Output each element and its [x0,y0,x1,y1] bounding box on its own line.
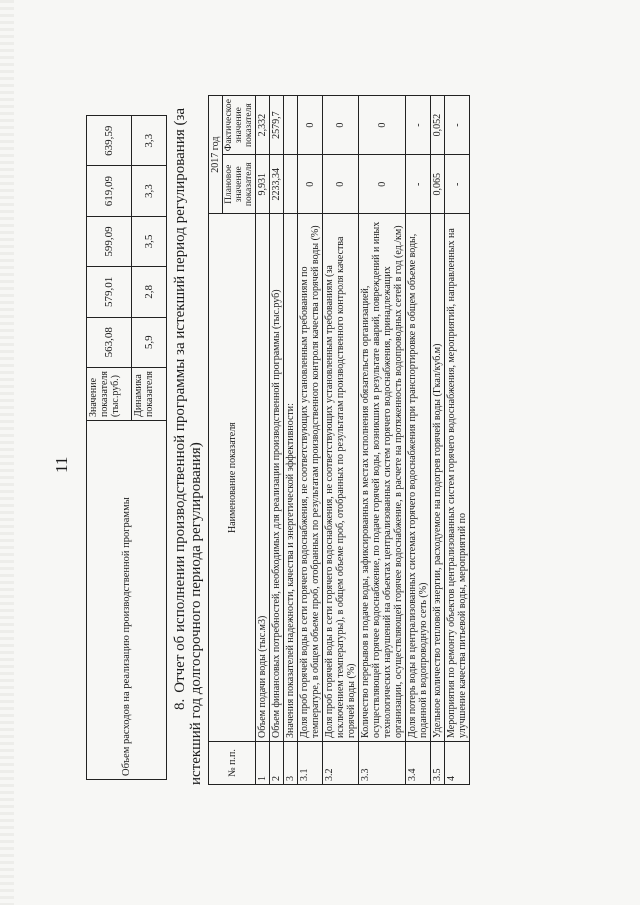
section-heading [172,95,204,785]
report-table [208,95,470,785]
row-fact: 0 [298,96,323,155]
row-plan: 0 [359,155,406,214]
section-number: 8. [172,698,188,710]
row-num: 3.4 [406,741,431,784]
section-title: Отчет об исполнении производственной программы за истекший период регулирования (за истекший год долгосрочного периода регулирования) [172,107,204,785]
table-row [284,96,298,785]
table-row [270,96,284,785]
expense-value: 563,08 [87,317,132,367]
expense-label: Объем расходов на реализацию производственной программы [87,421,167,780]
table-row [323,96,359,785]
row-name: Объем подачи воды (тыс.м3) [256,214,270,742]
row-fact: 0 [323,96,359,155]
row-plan: - [445,155,470,214]
table-row [298,96,323,785]
row-name: Мероприятия по ремонту объектов централизованных систем горячего водоснабжения, мероприятий, направленных на улучшение качества питьевой воды, мероприятий по [445,214,470,742]
row-plan: - [406,155,431,214]
expense-dynamics: 3,3 [132,166,167,216]
table-row [445,96,470,785]
row-num: 3.1 [298,741,323,784]
row-num: 3 [284,741,298,784]
row-num: 3.5 [431,741,445,784]
expense-metric-label: Динамика показателя [132,367,167,420]
header-fact: Фактическое значение показателя [223,96,256,155]
row-num: 2 [270,741,284,784]
row-name: Объем финансовых потребностей, необходимых для реализации производственной программы (тыс.руб) [270,214,284,742]
header-num: № п.п. [209,741,256,784]
row-num: 3.3 [359,741,406,784]
row-plan: 2233,34 [270,155,284,214]
row-fact: - [445,96,470,155]
expense-dynamics: 2,8 [132,267,167,317]
row-fact: 2,332 [256,96,270,155]
expense-dynamics: 3,5 [132,216,167,266]
header-plan: Плановое значение показателя [223,155,256,214]
table-row [406,96,431,785]
header-row [209,96,223,785]
expense-value: 579,01 [87,267,132,317]
row-fact: 0,052 [431,96,445,155]
row-fact: - [406,96,431,155]
expense-row-value [87,116,132,780]
row-fact: 0 [359,96,406,155]
row-name: Количество перерывов в подаче воды, зафиксированных в местах исполнения обязательств организацией, осуществляющей горячее водоснабжение, по подаче горячей воды, возникших в результате аварий, повреждений и иных технологических нарушений на объектах централизованных систем горячего водоснабжения, принадлежащих организации, осуществляющей горячее водоснабжение, в расчете на протяженность водопроводных сетей в год (ед./км) [359,214,406,742]
table-row [359,96,406,785]
header-year: 2017 год [209,96,223,214]
row-fact: 2579,7 [270,96,284,155]
expense-value: 619,09 [87,166,132,216]
row-plan: 9,931 [256,155,270,214]
expense-value: 599,09 [87,216,132,266]
row-fact [284,96,298,155]
header-name: Наименование показателя [209,214,256,742]
row-name: Удельное количество тепловой энергии, расходуемое на подогрев горячей воды (Гкал/куб.м) [431,214,445,742]
expense-dynamics: 3,3 [132,116,167,166]
expense-dynamics: 5,9 [132,317,167,367]
expense-table [86,115,167,780]
row-num: 1 [256,741,270,784]
row-name: Доля проб горячей воды в сети горячего водоснабжения, не соответствующих установленным требованиям по температуре, в общем объеме проб, отобранных по результатам производственного контроля качества горячей воды (%) [298,214,323,742]
table-row [256,96,270,785]
expense-value: 639,59 [87,116,132,166]
row-num: 4 [445,741,470,784]
row-num: 3.2 [323,741,359,784]
row-plan: 0 [298,155,323,214]
row-name: Доля потерь воды в централизованных системах горячего водоснабжения при транспортировке в общем объеме воды, поданной в водопроводную сеть (%) [406,214,431,742]
row-plan [284,155,298,214]
row-name: Значения показателей надежности, качества и энергетической эффективности: [284,214,298,742]
table-row [431,96,445,785]
row-name: Доля проб горячей воды в сети горячего водоснабжения, не соответствующих установленным требованиям (за исключением температуры), в общем объеме проб, отобранных по результатам производственного контроля качества горячей воды (%) [323,214,359,742]
row-plan: 0,065 [431,155,445,214]
row-plan: 0 [323,155,359,214]
page-number: 11 [52,456,71,473]
expense-metric-label: Значение показателя (тыс.руб.) [87,367,132,420]
